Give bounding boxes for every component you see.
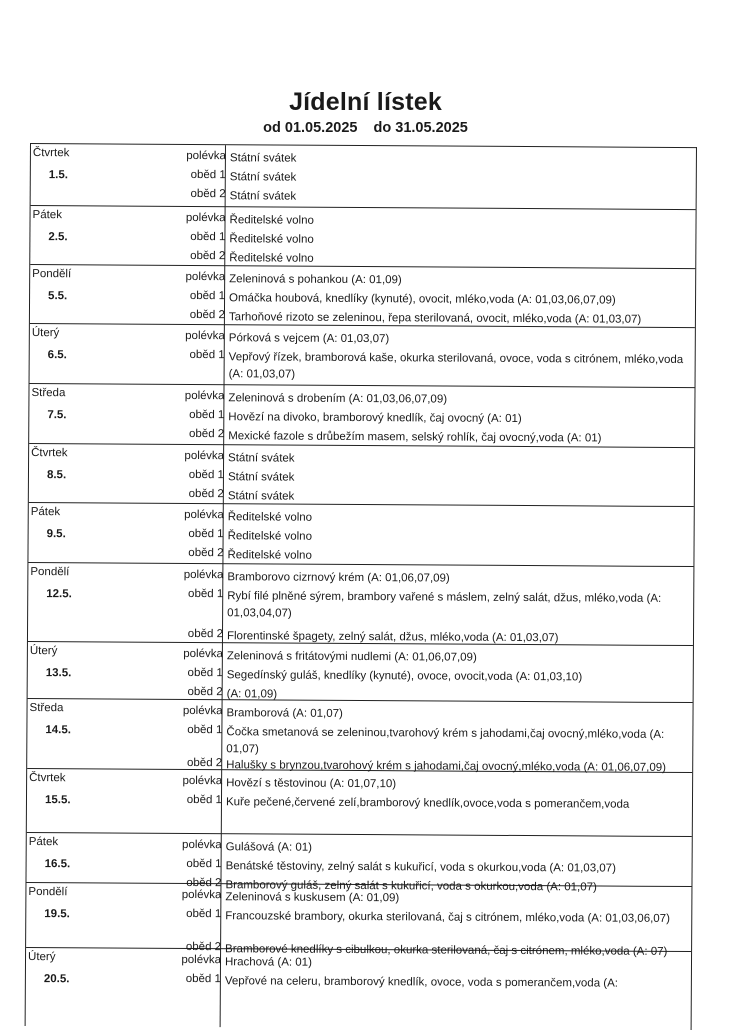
day-date: 1.5.	[48, 169, 69, 182]
meal-text: Omáčka houbová, knedlíky (kynuté), ovocit, mléko,voda (A: 01,03,06,07,09)	[229, 292, 616, 307]
meal-text: Ředitelské volno	[227, 530, 313, 543]
meal-label: oběd 1	[190, 230, 226, 244]
meal-label: oběd 1	[186, 793, 223, 807]
day-block	[28, 503, 693, 567]
meal-label: polévka	[182, 704, 223, 718]
day-name: Pátek	[28, 836, 59, 849]
day-name: Pátek	[32, 209, 63, 222]
meal-text: Ředitelské volno	[229, 233, 314, 246]
day-name: Čtvrtek	[29, 772, 66, 785]
meal-label: oběd 1	[190, 168, 226, 182]
meal-text: Zeleninová s drobením (A: 01,03,06,07,09)	[228, 392, 448, 406]
date-to: do 31.05.2025	[373, 120, 468, 136]
meal-text: (A: 01,09)	[226, 688, 278, 701]
meal-label: oběd 1	[187, 723, 223, 737]
meal-text: Státní svátek	[227, 490, 295, 503]
day-name: Pondělí	[30, 566, 70, 579]
meal-text: Hovězí s těstovinou (A: 01,07,10)	[226, 777, 397, 791]
day-date: 13.5.	[45, 667, 72, 680]
day-date: 14.5.	[45, 724, 72, 737]
day-date: 12.5.	[46, 588, 72, 601]
day-date: 19.5.	[44, 908, 70, 921]
meal-label: oběd 1	[186, 857, 222, 871]
date-range	[0, 120, 731, 136]
day-block	[28, 563, 693, 646]
meal-text: Bramborové knedlíky s cibulkou, okurka sterilovaná, čaj s citrónem, mléko,voda (A: 07)	[225, 943, 668, 958]
meal-label: oběd 1	[188, 468, 225, 482]
meal-label: oběd 2	[189, 427, 225, 441]
meal-text: Florentinské špagety, zelný salát, džus, mléko,voda (A: 01,03,07)	[226, 630, 559, 645]
meal-text: Státní svátek	[228, 452, 295, 465]
date-from: od 01.05.2025	[263, 120, 358, 136]
day-date: 5.5.	[48, 290, 68, 303]
day-block	[30, 324, 695, 388]
meal-text: Francouzské brambory, okurka sterilovaná, čaj s citrónem, mléko,voda (A: 01,03,06,07)	[225, 910, 670, 925]
day-block	[29, 384, 694, 448]
meal-label: polévka	[184, 389, 225, 403]
day-block	[30, 265, 695, 328]
meal-text: Bramborová (A: 01,07)	[226, 707, 343, 720]
day-block	[30, 206, 695, 269]
meal-text: Kuře pečené,červené zelí,bramborový knedlík,ovoce,voda s pomerančem,voda	[225, 796, 630, 811]
meal-row	[28, 627, 693, 645]
meal-label: oběd 1	[185, 972, 221, 986]
day-name: Čtvrtek	[31, 447, 68, 460]
meal-text: Rybí filé plněné sýrem, brambory vařené s máslem, zelný salát, džus, mléko,voda (A: 01,03,04,07)	[227, 590, 662, 620]
day-date: 6.5.	[47, 349, 67, 362]
day-name: Úterý	[31, 327, 60, 340]
meal-label: oběd 1	[189, 289, 226, 303]
day-name: Pondělí	[32, 268, 72, 281]
meal-text: Ředitelské volno	[227, 549, 312, 562]
meal-label: oběd 2	[190, 249, 226, 263]
meal-text: Čočka smetanová se zeleninou,tvarohový krém s jahodami,čaj ovocný,mléko,voda (A: 01,07)	[226, 726, 665, 756]
meal-label: polévka	[182, 774, 223, 788]
meal-label: polévka	[185, 270, 226, 284]
day-name: Středa	[31, 387, 66, 400]
meal-text: Vepřové na celeru, bramborový knedlík, ovoce, voda s pomerančem,voda (A:	[224, 975, 619, 990]
meal-label: oběd 2	[187, 685, 223, 699]
meal-text: Zeleninová s fritátovými nudlemi (A: 01,06,07,09)	[226, 650, 477, 664]
meal-text: Bramborovo cizrnový krém (A: 01,06,07,09)	[227, 571, 450, 585]
day-block	[26, 948, 691, 1028]
day-date: 9.5.	[46, 528, 66, 541]
day-date: 7.5.	[47, 409, 67, 422]
day-block	[27, 699, 692, 773]
meal-text: Zeleninová s kuskusem (A: 01,09)	[225, 891, 400, 905]
menu-table	[25, 143, 697, 1030]
meal-label: polévka	[183, 568, 224, 582]
meal-label: polévka	[184, 449, 225, 463]
day-name: Úterý	[29, 645, 58, 658]
day-name: Pondělí	[28, 886, 68, 899]
meal-label: oběd 2	[189, 308, 225, 322]
meal-label: polévka	[185, 329, 225, 343]
meal-text: Gulášová (A: 01)	[225, 841, 313, 854]
meal-text: Státní svátek	[229, 171, 297, 184]
meal-label: oběd 1	[189, 408, 225, 422]
day-date: 2.5.	[48, 231, 68, 244]
day-date: 16.5.	[44, 858, 71, 871]
meal-text: Státní svátek	[227, 471, 295, 484]
meal-label: polévka	[186, 149, 226, 163]
meal-label: oběd 2	[190, 187, 226, 201]
day-block	[27, 769, 692, 837]
meal-text: Vepřový řízek, bramborová kaše, okurka sterilovaná, ovoce, voda s citrónem, mléko,voda (A: 01,03,07)	[228, 351, 684, 381]
meal-label: polévka	[181, 888, 222, 902]
meal-label: polévka	[181, 953, 222, 967]
meal-label: oběd 2	[188, 546, 224, 560]
day-name: Čtvrtek	[32, 147, 70, 160]
meal-text: Bramborový guláš, zelný salát s kukuřicí, voda s okurkou,voda (A: 01,07)	[225, 879, 597, 894]
meal-text: Benátské těstoviny, zelný salát s kukuřicí, voda s okurkou,voda (A: 01,03,07)	[225, 860, 616, 875]
day-block	[31, 144, 696, 210]
meal-text: Ředitelské volno	[229, 252, 314, 265]
meal-text: Státní svátek	[229, 152, 297, 165]
meal-text: Segedínský guláš, knedlíky (kynuté), ovoce, ovocit,voda (A: 01,03,10)	[226, 669, 583, 684]
meal-label: polévka	[184, 508, 224, 522]
day-date: 8.5.	[46, 469, 67, 482]
meal-text: Pórková s vejcem (A: 01,03,07)	[228, 332, 390, 346]
meal-text: Mexické fazole s drůbežím masem, selský rohlík, čaj ovocný,voda (A: 01)	[228, 430, 602, 445]
page-title: Jídelní lístek	[289, 88, 442, 116]
day-name: Pátek	[30, 506, 61, 519]
meal-label: polévka	[185, 211, 226, 225]
day-block	[28, 642, 693, 703]
meal-text: Zeleninová s pohankou (A: 01,09)	[229, 273, 402, 287]
meal-label: oběd 2	[187, 627, 224, 641]
meal-label: oběd 1	[188, 527, 224, 541]
day-date: 20.5.	[43, 973, 70, 986]
meal-label: oběd 2	[186, 756, 223, 770]
meal-text: Halušky s brynzou,tvarohový krém s jahodami,čaj ovocný,mléko,voda (A: 01,06,07,09)	[226, 759, 666, 774]
meal-label: oběd 2	[185, 940, 222, 954]
meal-text: Tarhoňové rizoto se zeleninou, řepa sterilovaná, ovocit, mléko,voda (A: 01,03,07)	[228, 311, 642, 326]
meal-text: Státní svátek	[229, 190, 297, 203]
meal-label: oběd 2	[186, 876, 222, 890]
meal-label: oběd 2	[188, 487, 224, 501]
day-date: 15.5.	[44, 794, 71, 807]
day-block	[29, 444, 694, 507]
meal-label: oběd 1	[189, 348, 225, 362]
meal-label: oběd 1	[187, 666, 223, 680]
meal-label: polévka	[182, 838, 222, 852]
meal-label: oběd 1	[188, 587, 224, 601]
meal-label: oběd 1	[186, 907, 222, 921]
day-name: Úterý	[27, 951, 56, 964]
day-name: Středa	[29, 702, 64, 715]
meal-label: polévka	[183, 647, 223, 661]
meal-text: Hrachová (A: 01)	[224, 956, 312, 969]
meal-text: Ředitelské volno	[229, 214, 314, 227]
meal-text: Ředitelské volno	[227, 511, 313, 524]
meal-text: Hovězí na divoko, bramborový knedlík, čaj ovocný (A: 01)	[228, 411, 522, 426]
